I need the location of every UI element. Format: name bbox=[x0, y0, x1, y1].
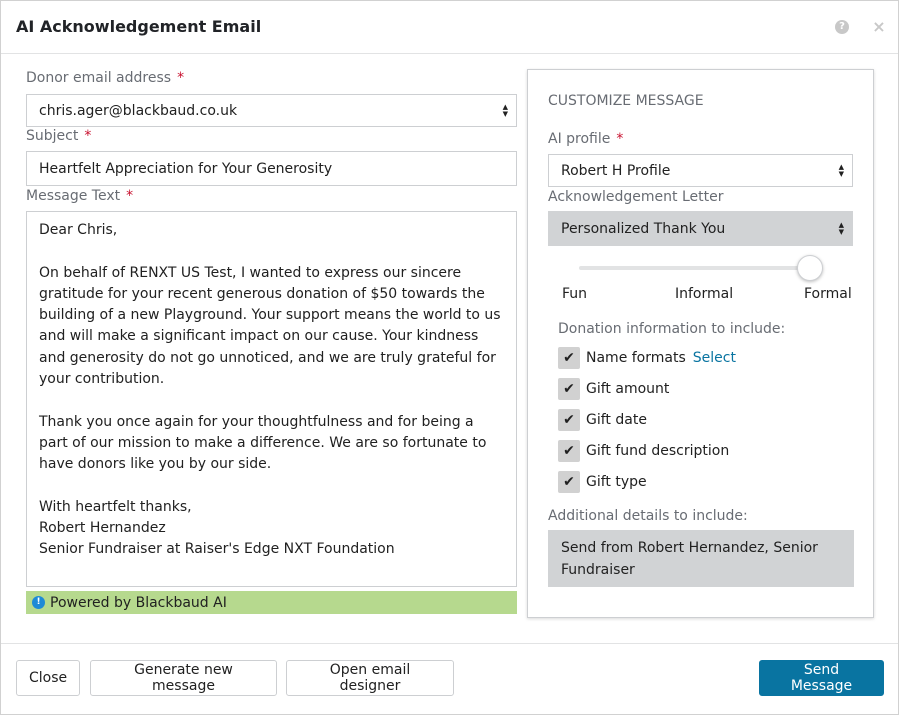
checkbox-name-formats[interactable]: ✔ bbox=[558, 347, 580, 369]
required-marker: * bbox=[616, 131, 624, 147]
checkbox-gift-amount[interactable]: ✔ bbox=[558, 378, 580, 400]
dialog-header bbox=[1, 1, 898, 54]
select-arrows-icon: ▲ ▼ bbox=[838, 220, 844, 236]
ai-profile-value: Robert H Profile bbox=[561, 162, 671, 179]
subject-label bbox=[26, 128, 91, 144]
subject-input[interactable] bbox=[26, 151, 517, 186]
generate-new-message-button[interactable]: Generate new message bbox=[90, 660, 277, 696]
customize-title: CUSTOMIZE MESSAGE bbox=[548, 93, 704, 109]
powered-by-text: Powered by Blackbaud AI bbox=[50, 594, 227, 611]
option-label: Name formats bbox=[586, 350, 686, 366]
donor-email-label bbox=[26, 70, 184, 86]
option-label: Gift fund description bbox=[586, 443, 730, 459]
ai-profile-select[interactable] bbox=[548, 154, 853, 187]
open-email-designer-button[interactable]: Open email designer bbox=[286, 660, 454, 696]
info-icon: ! bbox=[32, 596, 45, 609]
dialog-footer bbox=[1, 643, 898, 715]
tone-slider-handle[interactable] bbox=[797, 255, 823, 281]
message-text-label bbox=[26, 188, 133, 204]
option-label: Gift amount bbox=[586, 381, 670, 397]
send-message-button[interactable]: Send Message bbox=[759, 660, 884, 696]
close-icon[interactable]: × bbox=[872, 17, 886, 36]
acknowledgement-letter-select[interactable] bbox=[548, 211, 853, 246]
select-name-formats-link[interactable]: Select bbox=[692, 350, 736, 366]
subject-label-text: Subject bbox=[26, 128, 79, 144]
option-gift-amount bbox=[558, 378, 669, 400]
customize-message-panel bbox=[527, 69, 874, 618]
option-gift-date bbox=[558, 409, 647, 431]
checkbox-gift-date[interactable]: ✔ bbox=[558, 409, 580, 431]
ai-profile-label-text: AI profile bbox=[548, 131, 611, 147]
acknowledgement-letter-label: Acknowledgement Letter bbox=[548, 189, 724, 205]
option-gift-type bbox=[558, 471, 647, 493]
help-icon[interactable]: ? bbox=[835, 20, 849, 34]
select-arrows-icon: ▲ ▼ bbox=[838, 162, 844, 178]
required-marker: * bbox=[84, 128, 92, 144]
tone-label-fun: Fun bbox=[562, 286, 588, 302]
tone-label-formal: Formal bbox=[804, 286, 852, 302]
checkbox-gift-fund-description[interactable]: ✔ bbox=[558, 440, 580, 462]
dialog-title: AI Acknowledgement Email bbox=[16, 17, 262, 36]
tone-slider-track[interactable] bbox=[579, 266, 819, 270]
donation-info-label: Donation information to include: bbox=[558, 321, 786, 337]
checkbox-gift-type[interactable]: ✔ bbox=[558, 471, 580, 493]
tone-label-informal: Informal bbox=[675, 286, 734, 302]
powered-by-banner bbox=[26, 591, 517, 614]
option-gift-fund-description bbox=[558, 440, 729, 462]
message-textarea[interactable]: Dear Chris, On behalf of RENXT US Test, I wanted to express our sincere gratitude for your recent generous donation of $50 towards the building of a new Playground. Your support means the world to us and will make a significant impact on our cause. Your kindness and generosity do not go unnoticed, and we are truly grateful for your contribution. Thank you once again for your thoughtfulness and for being a part of our mission to make a difference. We are so fortunate to have donors like you by our side. With heartfelt thanks, Robert Hernandez Senior Fundraiser at Raiser's Edge NXT Foundation bbox=[26, 211, 517, 587]
option-label: Gift date bbox=[586, 412, 647, 428]
donor-email-value: chris.ager@blackbaud.co.uk bbox=[39, 102, 238, 119]
subject-value: Heartfelt Appreciation for Your Generosity bbox=[39, 160, 333, 177]
required-marker: * bbox=[126, 188, 134, 204]
option-label: Gift type bbox=[586, 474, 647, 490]
donor-email-select[interactable] bbox=[26, 94, 517, 127]
option-name-formats bbox=[558, 347, 736, 369]
close-button[interactable]: Close bbox=[16, 660, 80, 696]
acknowledgement-letter-value: Personalized Thank You bbox=[561, 220, 726, 237]
ai-profile-label bbox=[548, 131, 623, 147]
additional-details-label: Additional details to include: bbox=[548, 508, 748, 524]
required-marker: * bbox=[177, 70, 185, 86]
message-label-text: Message Text bbox=[26, 188, 121, 204]
additional-details-input[interactable]: Send from Robert Hernandez, Senior Fundraiser bbox=[548, 530, 854, 587]
donor-email-label-text: Donor email address bbox=[26, 70, 172, 86]
select-arrows-icon: ▲ ▼ bbox=[502, 102, 508, 118]
